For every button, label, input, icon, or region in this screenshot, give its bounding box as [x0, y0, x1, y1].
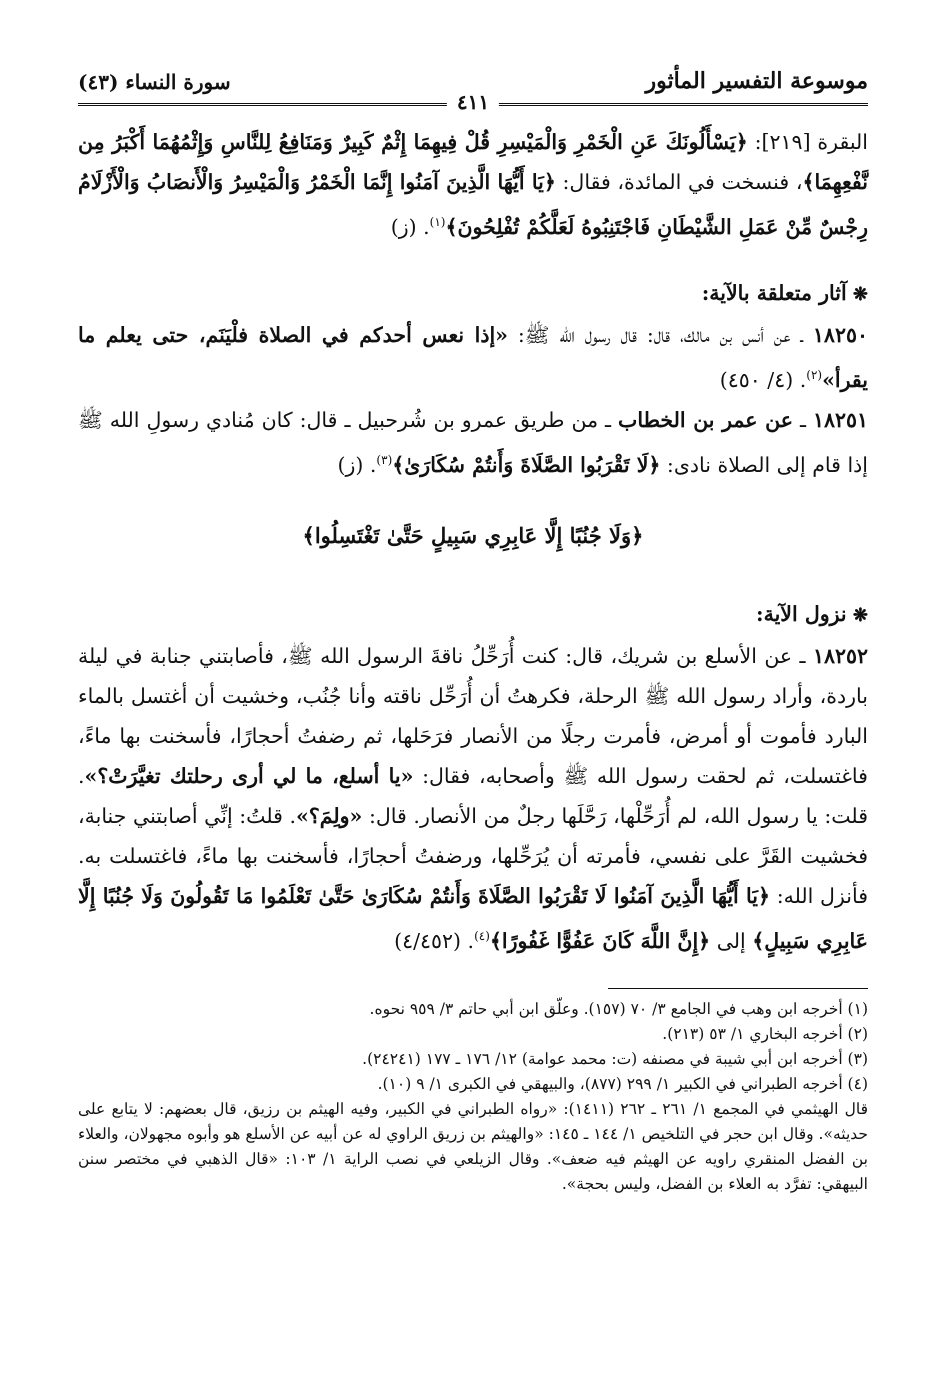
- quran-verse: ﴿يَسْأَلُونَكَ عَنِ الْخَمْرِ وَالْمَيْسِرِ قُلْ فِيهِمَا إِثْمٌ كَبِيرٌ وَمَنَافِعُ لِلنَّاسِ وَإِثْمُهُمَا أَكْبَرُ مِن نَّفْعِهِمَا﴾: [78, 130, 868, 194]
- narration-text: ـ عن الأسلع بن شريك، قال: كنت أُرَحِّلُ ناقةَ الرسول الله ﷺ، فأصابتني جنابة في ليلة باردة، وأراد رسول الله ﷺ الرحلة، فكرهتُ أن أُرَحِّل ناقته وأنا جُنُب، وخشيت أن أغتسل بالماء البارد فأموت أو أمرض، فأمرت رجلًا من الأنصار فرَحَلها، ثم رضفتُ أحجارًا، فأسخنت بها ماءً، فاغتسلت، ثم لحقت رسول الله ﷺ وأصحابه، فقال:: [78, 644, 868, 789]
- hadith-quote: «ولِمَ؟»: [296, 804, 363, 829]
- hadith-quote: «إذا نعس أحدكم في الصلاة فلْيَنَم، حتى يعلم ما يقرأ»: [78, 322, 868, 392]
- narration-number: ١٨٢٥٢: [812, 644, 868, 669]
- page: [78, 50, 868, 1197]
- footnote-ref[interactable]: (٣): [376, 452, 393, 467]
- narration-text: ـ عن أنس بن مالك، قال: قال رسول الله ﷺ:: [507, 322, 813, 347]
- page-number: ٤١١: [447, 90, 499, 114]
- footnote: (٣) أخرجه ابن أبي شيبة في مصنفه (ت: محمد عوامة) ١٢/ ١٧٦ ـ ١٧٧ (٢٤٢٤١).: [362, 1050, 868, 1069]
- footnote-rule: [608, 988, 868, 989]
- running-header: [78, 50, 868, 94]
- narration-tail: . (٤/٤٥٢): [394, 929, 475, 954]
- narrator-name: عن عمر بن الخطاب: [618, 407, 793, 432]
- narration-18251: [78, 400, 868, 485]
- footnote-ref[interactable]: (١): [429, 215, 446, 229]
- narration-text: ـ من طريق عمرو بن شُرحبيل ـ قال: كان مُنادي رسولِ الله ﷺ إذا قام إلى الصلاة نادى:: [78, 407, 868, 477]
- narration-text: إلى: [710, 929, 753, 954]
- narration-tail: . (٤/ ٤٥٠): [719, 367, 807, 392]
- intro-mid: ، فنسخت في المائدة، فقال:: [555, 170, 803, 194]
- quran-verse: ﴿يَا أَيُّهَا الَّذِينَ آمَنُوا لَا تَقْرَبُوا الصَّلَاةَ وَأَنتُمْ سُكَارَىٰ حَتَّىٰ تَعْلَمُوا مَا تَقُولُونَ وَلَا جُنُبًا إِلَّا عَابِرِي سَبِيلٍ﴾: [78, 884, 868, 954]
- narration-text: . قلتُ: إنِّي أصابتني جنابة، فخشيت القَرَّ على نفسي، فأمرته أن يُرَحِّلها، ورضفتُ أحجارًا، فأسخنت بها ماءً، فاغتسلت به. فأنزل الله:: [78, 804, 868, 909]
- narration-18252: [78, 636, 868, 961]
- surah-label: سورة النساء (٤٣): [78, 70, 231, 94]
- ayah-heading: ﴿وَلَا جُنُبًا إِلَّا عَابِرِي سَبِيلٍ حَتَّىٰ تَغْتَسِلُوا﴾: [302, 523, 644, 549]
- intro-ref: البقرة [٢١٩]:: [747, 130, 868, 154]
- footnote: قال الهيثمي في المجمع ١/ ٢٦١ ـ ٢٦٢ (١٤١١): «رواه الطبراني في الكبير، وفيه الهيثم بن رزيق، قال بعضهم: لا يتابع على حديثه». وقال ابن حجر في التلخيص ١/ ١٤٤ ـ ١٤٥: «والهيثم بن زريق الراوي له عن أبيه عن الأسلع هو وأبوه مجهولان، والعلاء بن الفضل المنقري راويه عن الهيثم فيه ضعف». وقال الزيلعي في نصب الراية ١/ ١٠٣: «قال الذهبي في مختصر سنن البيهقي: تفرَّد به العلاء بن الفضل، وليس بحجة».: [78, 1100, 869, 1194]
- footnote-ref[interactable]: (٢): [806, 367, 823, 382]
- narration-dash: ـ: [792, 407, 813, 432]
- quran-verse: ﴿يَا أَيُّهَا الَّذِينَ آمَنُوا إِنَّمَا الْخَمْرُ وَالْمَيْسِرُ وَالْأَنصَابُ وَالْأَزْلَامُ رِجْسٌ مِّنْ عَمَلِ الشَّيْطَانِ فَاجْتَنِبُوهُ لَعَلَّكُمْ تُفْلِحُونَ﴾: [78, 170, 868, 239]
- section-heading-text: نزول الآية:: [756, 602, 847, 627]
- header-rule: [78, 90, 868, 114]
- narration-tail: . (ز): [337, 452, 377, 477]
- narration-number: ١٨٢٥٠: [812, 322, 868, 347]
- section-heading: [78, 594, 868, 636]
- ornament-icon: ❋: [846, 605, 868, 627]
- footnote: (٤) أخرجه الطبراني في الكبير ١/ ٢٩٩ (٨٧٧)، والبيهقي في الكبرى ١/ ٩ (١٠).: [377, 1075, 868, 1094]
- footnote: (٢) أخرجه البخاري ١/ ٥٣ (٢١٣).: [662, 1025, 868, 1044]
- intro-paragraph: [78, 122, 868, 247]
- footnotes: [78, 983, 868, 1197]
- quran-verse: ﴿لَا تَقْرَبُوا الصَّلَاةَ وَأَنتُمْ سُكَارَىٰ﴾: [392, 452, 661, 477]
- narration-text: . قلت: يا رسول الله، لم أُرَحِّلْها، رَحَّلَها رجلٌ من الأنصار. قال:: [78, 764, 869, 829]
- quran-verse: ﴿إِنَّ اللَّهَ كَانَ عَفُوًّا غَفُورًا﴾: [489, 929, 711, 954]
- section-heading-text: آثار متعلقة بالآية:: [701, 280, 847, 305]
- book-title: موسوعة التفسير المأثور: [645, 68, 868, 94]
- narration-18250: [78, 315, 868, 400]
- intro-tail: . (ز): [390, 214, 430, 239]
- ornament-icon: ❋: [846, 283, 868, 305]
- hadith-quote: «يا أسلع، ما لي أرى رحلتك تغيَّرَتْ؟»: [84, 764, 414, 789]
- footnote: (١) أخرجه ابن وهب في الجامع ٣/ ٧٠ (١٥٧). وعلّق ابن أبي حاتم ٣/ ٩٥٩ نحوه.: [369, 1000, 868, 1019]
- footnote-ref[interactable]: (٤): [474, 929, 490, 944]
- section-heading: [78, 273, 868, 315]
- narration-number: ١٨٢٥١: [812, 407, 868, 432]
